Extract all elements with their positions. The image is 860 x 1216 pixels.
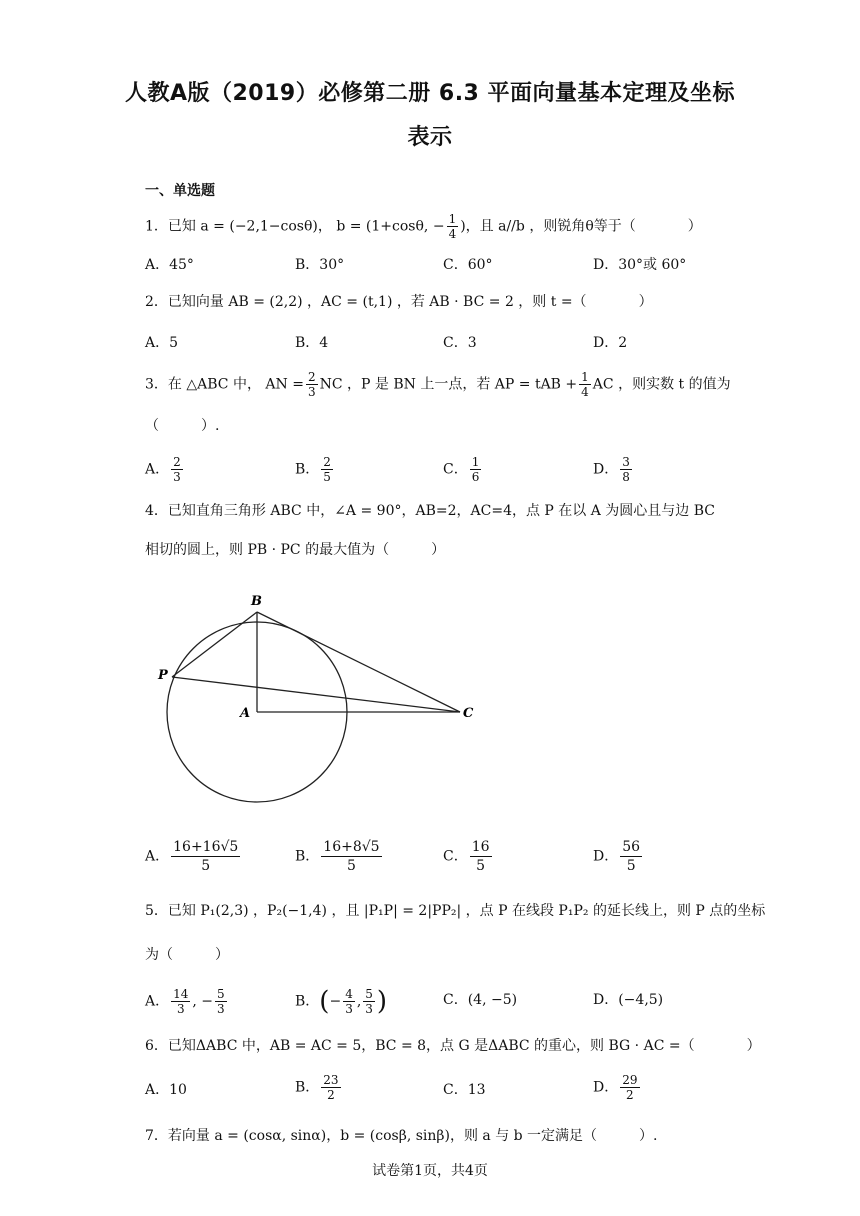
question-6: 6．已知ΔABC 中，AB = AC = 5，BC = 8，点 G 是ΔABC 的重心，则 BG · AC =（ ）	[145, 1038, 761, 1054]
doc-title-line2: 表示	[407, 125, 453, 150]
page-footer: 试卷第1页，共4页	[372, 1163, 488, 1179]
q2-option-a[interactable]: A．5	[145, 335, 179, 351]
q2-option-c[interactable]: C．3	[443, 335, 477, 351]
q6-option-b[interactable]: B． $\frac{23}{2}$	[295, 1073, 339, 1102]
q5-option-b[interactable]: B．(− $\frac{4}{3}$ , $\frac{5}{3}$ )	[295, 986, 388, 1017]
section-heading: 一、单选题	[145, 183, 215, 199]
question-2: 2．已知向量 AB = (2,2) ，AC = (t,1) ，若 AB · BC = 2 ，则 t =（ ）	[145, 294, 653, 310]
q2-option-d[interactable]: D．2	[593, 335, 628, 351]
q1-option-c[interactable]: C．60°	[443, 257, 493, 273]
segment-pb	[172, 612, 257, 677]
q4-option-b[interactable]: B． $\frac{16+8√5}{5}$	[295, 839, 380, 874]
question-5-line2: 为（ ）	[145, 947, 229, 963]
question-1: 1．已知 a = (−2,1−cosθ)， b = (1+cosθ, − $\frac{1}{4}$ )，且 a//b ，则锐角θ等于（ ）	[145, 212, 702, 241]
q5-option-d[interactable]: D．(−4,5)	[593, 992, 664, 1008]
q4-option-d[interactable]: D． $\frac{56}{5}$	[593, 839, 641, 874]
label-a: A	[240, 706, 251, 721]
doc-title-line1: 人教A版（2019）必修第二册 6.3 平面向量基本定理及坐标	[124, 81, 736, 106]
question-4: 4．已知直角三角形 ABC 中，∠A = 90°，AB=2，AC=4，点 P 在以 A 为圆心且与边 BC	[145, 503, 716, 519]
segment-bc	[257, 612, 460, 712]
q3-option-d[interactable]: D． $\frac{3}{8}$	[593, 455, 630, 484]
question-3-line2: （ ）.	[145, 418, 220, 434]
label-p: P	[158, 668, 168, 683]
q1-option-d[interactable]: D．30°或 60°	[593, 257, 687, 273]
question-5: 5．已知 P₁(2,3) ，P₂(−1,4) ，且 |P₁P| = 2|PP₂| ，点 P 在线段 P₁P₂ 的延长线上，则 P 点的坐标	[145, 903, 766, 919]
question-7: 7．若向量 a = (cosα, sinα)，b = (cosβ, sinβ)，则 a 与 b 一定满足（ ）.	[145, 1128, 658, 1144]
q1-option-a[interactable]: A．45°	[145, 257, 194, 273]
q5-option-c[interactable]: C．(4, −5)	[443, 992, 518, 1008]
q6-option-a[interactable]: A．10	[145, 1082, 187, 1098]
q4-option-a[interactable]: A． $\frac{16+16√5}{5}$	[145, 839, 239, 874]
question-4-line2: 相切的圆上，则 PB · PC 的最大值为（ ）	[145, 542, 446, 558]
q5-option-a[interactable]: A． $\frac{14}{3}$ , − $\frac{5}{3}$	[145, 987, 225, 1016]
label-b: B	[251, 594, 262, 609]
q6-option-c[interactable]: C．13	[443, 1082, 486, 1098]
q3-option-b[interactable]: B． $\frac{2}{5}$	[295, 455, 331, 484]
q3-option-a[interactable]: A． $\frac{2}{3}$	[145, 455, 181, 484]
q3-option-c[interactable]: C． $\frac{1}{6}$	[443, 455, 480, 484]
segment-pc	[172, 677, 460, 712]
q2-option-b[interactable]: B．4	[295, 335, 329, 351]
geometry-figure	[150, 585, 490, 825]
q1-option-b[interactable]: B．30°	[295, 257, 345, 273]
label-c: C	[463, 706, 474, 721]
question-3: 3．在 △ABC 中， AN = $\frac{2}{3}$ NC ，P 是 BN 上一点，若 AP = tAB + $\frac{1}{4}$ AC ，则实数 t 的值为	[145, 370, 731, 399]
q6-option-d[interactable]: D． $\frac{29}{2}$	[593, 1073, 638, 1102]
q4-option-c[interactable]: C． $\frac{16}{5}$	[443, 839, 490, 874]
